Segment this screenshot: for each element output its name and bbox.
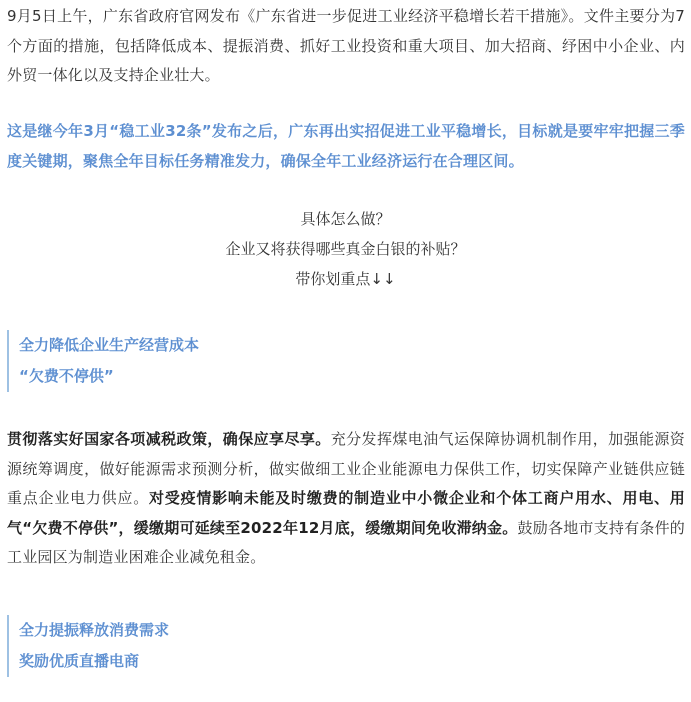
body-paragraph-cost [7,425,685,573]
plain-text: 充分发挥煤电油气运保障协调机制作用，加强能源资源统筹调度，做好能源需求预测分析，做实做细工业企业能源电力保供工作，切实保障产业链供应链重点企业电力供应。 [7,430,686,507]
section-subtitle: “欠费不停供” [19,367,114,385]
bold-text: 对受疫情影响未能及时缴费的制造业中小微企业和个体工商户用水、用电、用气“欠费不停供”，缓缴期可延续至2022年12月底，缓缴期间免收滞纳金。 [7,489,685,537]
section-heading-consumption [7,615,691,677]
question-line-2: 企业又将获得哪些真金白银的补贴？ [225,240,466,258]
highlight-paragraph: 这是继今年3月“稳工业32条”发布之后，广东再出实招促进工业平稳增长，目标就是要牢牢把握三季度关键期，聚焦全年目标任务精准发力，确保全年工业经济运行在合理区间。 [7,122,685,170]
intro-paragraph: 9月5日上午，广东省政府官网发布《广东省进一步促进工业经济平稳增长若干措施》。文件主要分为7个方面的措施，包括降低成本、提振消费、抓好工业投资和重大项目、加大招商、纾困中小企业、内外贸一体化以及支持企业壮大。 [7,7,685,84]
section-heading-cost [7,330,691,392]
bold-text: 贯彻落实好国家各项减税政策，确保应享尽享。 [7,430,331,448]
question-line-3: 带你划重点↓↓ [295,270,396,288]
question-line-1: 具体怎么做？ [300,210,391,228]
section-title: 全力提振释放消费需求 [19,621,170,639]
plain-text: 鼓励各地市支持有条件的工业园区为制造业困难企业减免租金。 [7,518,685,566]
section-subtitle: 奖励优质直播电商 [19,652,140,670]
section-title: 全力降低企业生产经营成本 [19,336,200,354]
